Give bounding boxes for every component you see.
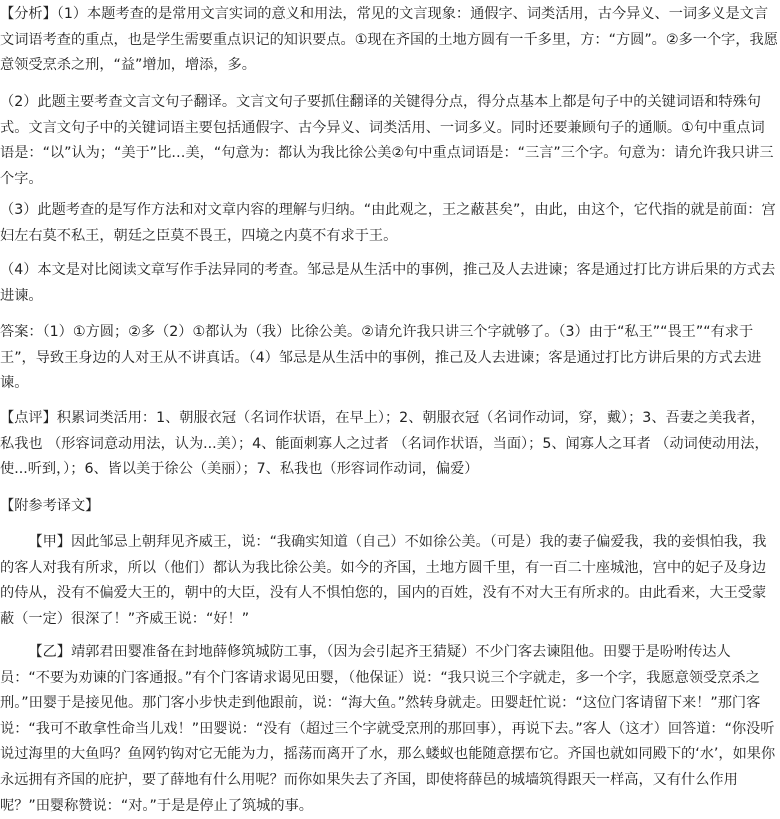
analysis-paragraph-4: （4）本文是对比阅读文章写作手法异同的考查。邹忌是从生活中的事例，推己及人去进谏；客是通过打比方讲后果的方式去进谏。 (0, 262, 776, 304)
translation-jia-paragraph: 【甲】因此邹忌上朝拜见齐威王，说：“我确实知道（自己）不如徐公美。（可是）我的妻子偏爱我，我的妾惧怕我，我的客人对我有所求，所以（他们）都认为我比徐公美。如今的齐国，土地方圆千里，有一百二十座城池，宫中的妃子及身边的侍从，没有不偏爱大王的，朝中的大臣，没有人不惧怕您的，国内的百姓，没有不对大王有所求的。由此看来，大王受蒙蔽（一定）很深了！”齐威王说：“好！” (0, 534, 767, 627)
translation-heading: 【附参考译文】 (0, 498, 100, 514)
analysis-paragraph-2: （2）此题主要考查文言文句子翻译。文言文句子要抓住翻译的关键得分点，得分点基本上都是句子中的关键词语和特殊句式。文言文句子中的关键词语主要包括通假字、古今异义、词类活用、一词多义。同时还要兼顾句子的通顺。①句中重点词语是：“以”认为；“美于”比…美，“句意为：都认为我比徐公美②句中重点词语是：“三言”三个字。句意为：请允许我只讲三个字。 (0, 94, 774, 187)
comment-paragraph: 【点评】积累词类活用：1、朝服衣冠（名词作状语，在早上）；2、朝服衣冠（名词作动词，穿，戴）；3、吾妻之美我者，私我也 （形容词意动用法，认为...美）；4、能面刺寡人之过者 （名词作状语，当面）；5、闻寡人之耳者 （动词使动用法，使...听到，）；6、皆以美于徐公（美丽）；7、私我也（形容词作动词，偏爱） (0, 410, 769, 478)
translation-yi-paragraph: 【乙】靖郭君田婴准备在封地薛修筑城防工事，（因为会引起齐王猜疑）不少门客去谏阻他。田婴于是吩咐传达人员：“不要为劝谏的门客通报。”有个门客请求谒见田婴，（他保证）说：“我只说三个字就走，多一个字，我愿意领受烹杀之刑。”田婴于是接见他。那门客小步快走到他跟前，说：“海大鱼。”然转身就走。田婴赶忙说：“这位门客请留下来！”那门客说：“我可不敢拿性命当儿戏！”田婴说：“没有（超过三个字就受烹刑的那回事），再说下去。”客人（这才）回答道：“你没听说过海里的大鱼吗？鱼网钓钩对它无能为力，摇荡而离开了水，那么蝼蚁也能随意摆布它。齐国也就如同殿下的‘水’，如果你永远拥有齐国的庇护，要了薛地有什么用呢？而你如果失去了齐国，即使将薛邑的城墙筑得跟天一样高，又有什么作用呢？”田婴称赞说：“对。”于是是停止了筑城的事。 (0, 644, 776, 814)
analysis-paragraph-1: 【分析】（1）本题考查的是常用文言实词的意义和用法，常见的文言现象：通假字、词类活用，古今异义、一词多义是文言文词语考查的重点，也是学生需要重点识记的知识要点。①现在齐国的土地方圆有一千多里，方：“方圆”。②多一个字，我愿意领受烹杀之刑，“益”增加，增添，多。 (0, 6, 778, 74)
analysis-paragraph-3: （3）此题考查的是写作方法和对文章内容的理解与归纳。“由此观之，王之蔽甚矣”，由此，由这个，它代指的就是前面：宫妇左右莫不私王，朝廷之臣莫不畏王，四境之内莫不有求于王。 (0, 202, 776, 244)
answer-paragraph: 答案：（1）①方圆；②多（2）①都认为（我）比徐公美。②请允许我只讲三个字就够了。（3）由于“私王”“畏王”“有求于王”，导致王身边的人对王从不讲真话。（4）邹忌是从生活中的事例，推己及人去进谏；客是通过打比方讲后果的方式去进谏。 (0, 324, 762, 392)
